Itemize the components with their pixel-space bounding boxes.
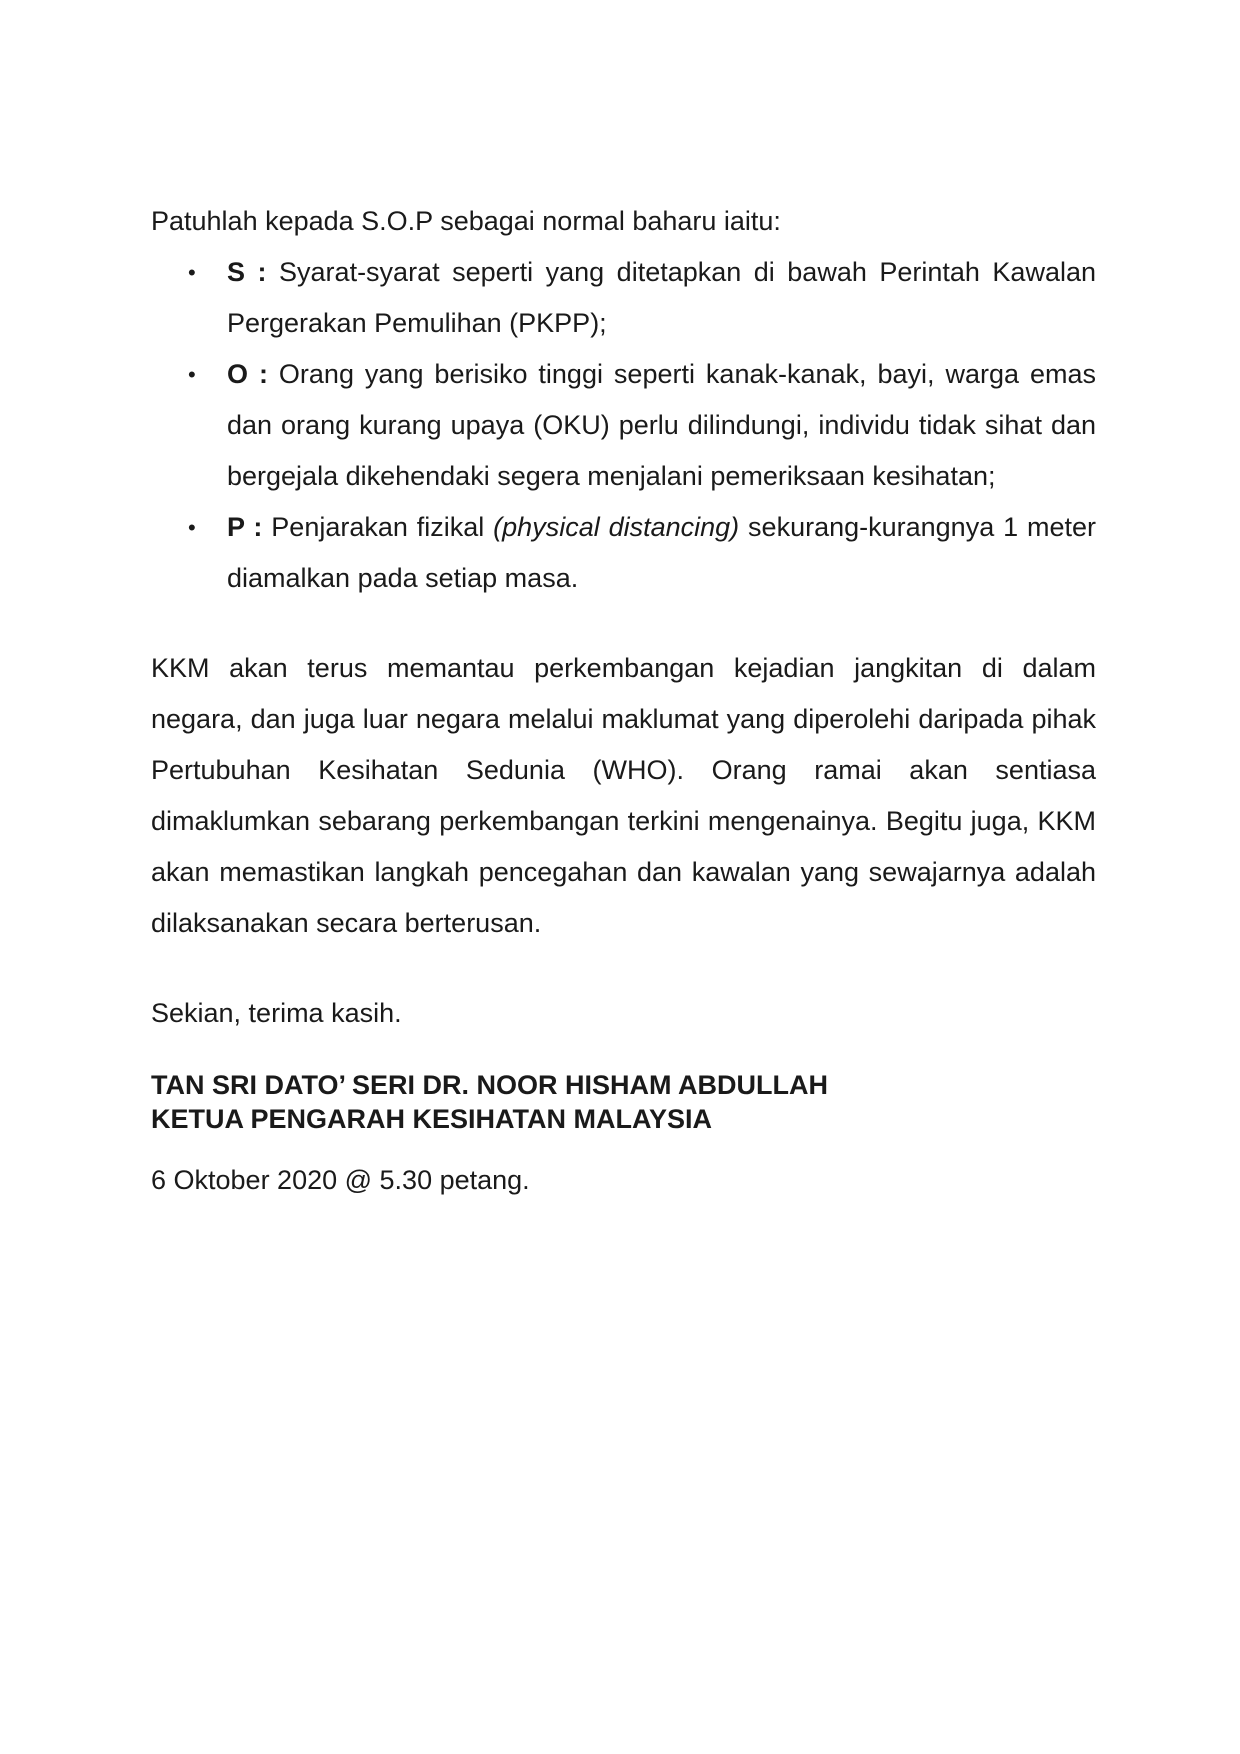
date-text: 6 Oktober 2020 @ 5.30 petang. [151, 1165, 530, 1195]
bullet-icon: • [188, 260, 196, 285]
sop-list [151, 247, 1096, 604]
list-item-o [151, 349, 1096, 502]
sop-letter: P : [227, 512, 263, 542]
sop-letter: O : [227, 359, 268, 389]
sop-text-italic: (physical distancing) [493, 512, 740, 542]
sop-text: Penjarakan fizikal [271, 512, 494, 542]
spacer [151, 1039, 1096, 1068]
list-item-s [151, 247, 1096, 349]
sop-text: Orang yang berisiko tinggi seperti kanak-kanak, bayi, warga emas dan orang kurang upaya (OKU) perlu dilindungi, individu tidak sihat dan bergejala dikehendaki segera menjalani pemeriksaan kesihatan; [227, 359, 1096, 491]
sop-text-after: sekurang-kurangnya 1 meter diamalkan pada setiap masa. [227, 512, 1097, 593]
spacer [151, 1136, 1096, 1155]
list-item-p [151, 502, 1096, 604]
spacer [151, 604, 1096, 643]
intro-text: Patuhlah kepada S.O.P sebagai normal baharu iaitu: [151, 206, 781, 236]
signatory-name: TAN SRI DATO’ SERI DR. NOOR HISHAM ABDULLAH [151, 1070, 829, 1100]
body-paragraph: KKM akan terus memantau perkembangan kejadian jangkitan di dalam negara, dan juga luar negara melalui maklumat yang diperolehi daripada pihak Pertubuhan Kesihatan Sedunia (WHO). Orang ramai akan sentiasa dimaklumkan sebarang perkembangan terkini mengenainya. Begitu juga, KKM akan memastikan langkah pencegahan dan kawalan yang sewajarnya adalah dilaksanakan secara berterusan. [151, 653, 1096, 938]
signatory-title: KETUA PENGARAH KESIHATAN MALAYSIA [151, 1104, 713, 1134]
spacer [151, 949, 1096, 988]
document-page [151, 196, 1096, 1206]
closing-text: Sekian, terima kasih. [151, 998, 402, 1028]
bullet-icon: • [188, 515, 196, 540]
bullet-icon: • [188, 362, 196, 387]
sop-letter: S : [227, 257, 267, 287]
sop-text: Syarat-syarat seperti yang ditetapkan di bawah Perintah Kawalan Pergerakan Pemulihan (PKPP); [227, 257, 1096, 338]
